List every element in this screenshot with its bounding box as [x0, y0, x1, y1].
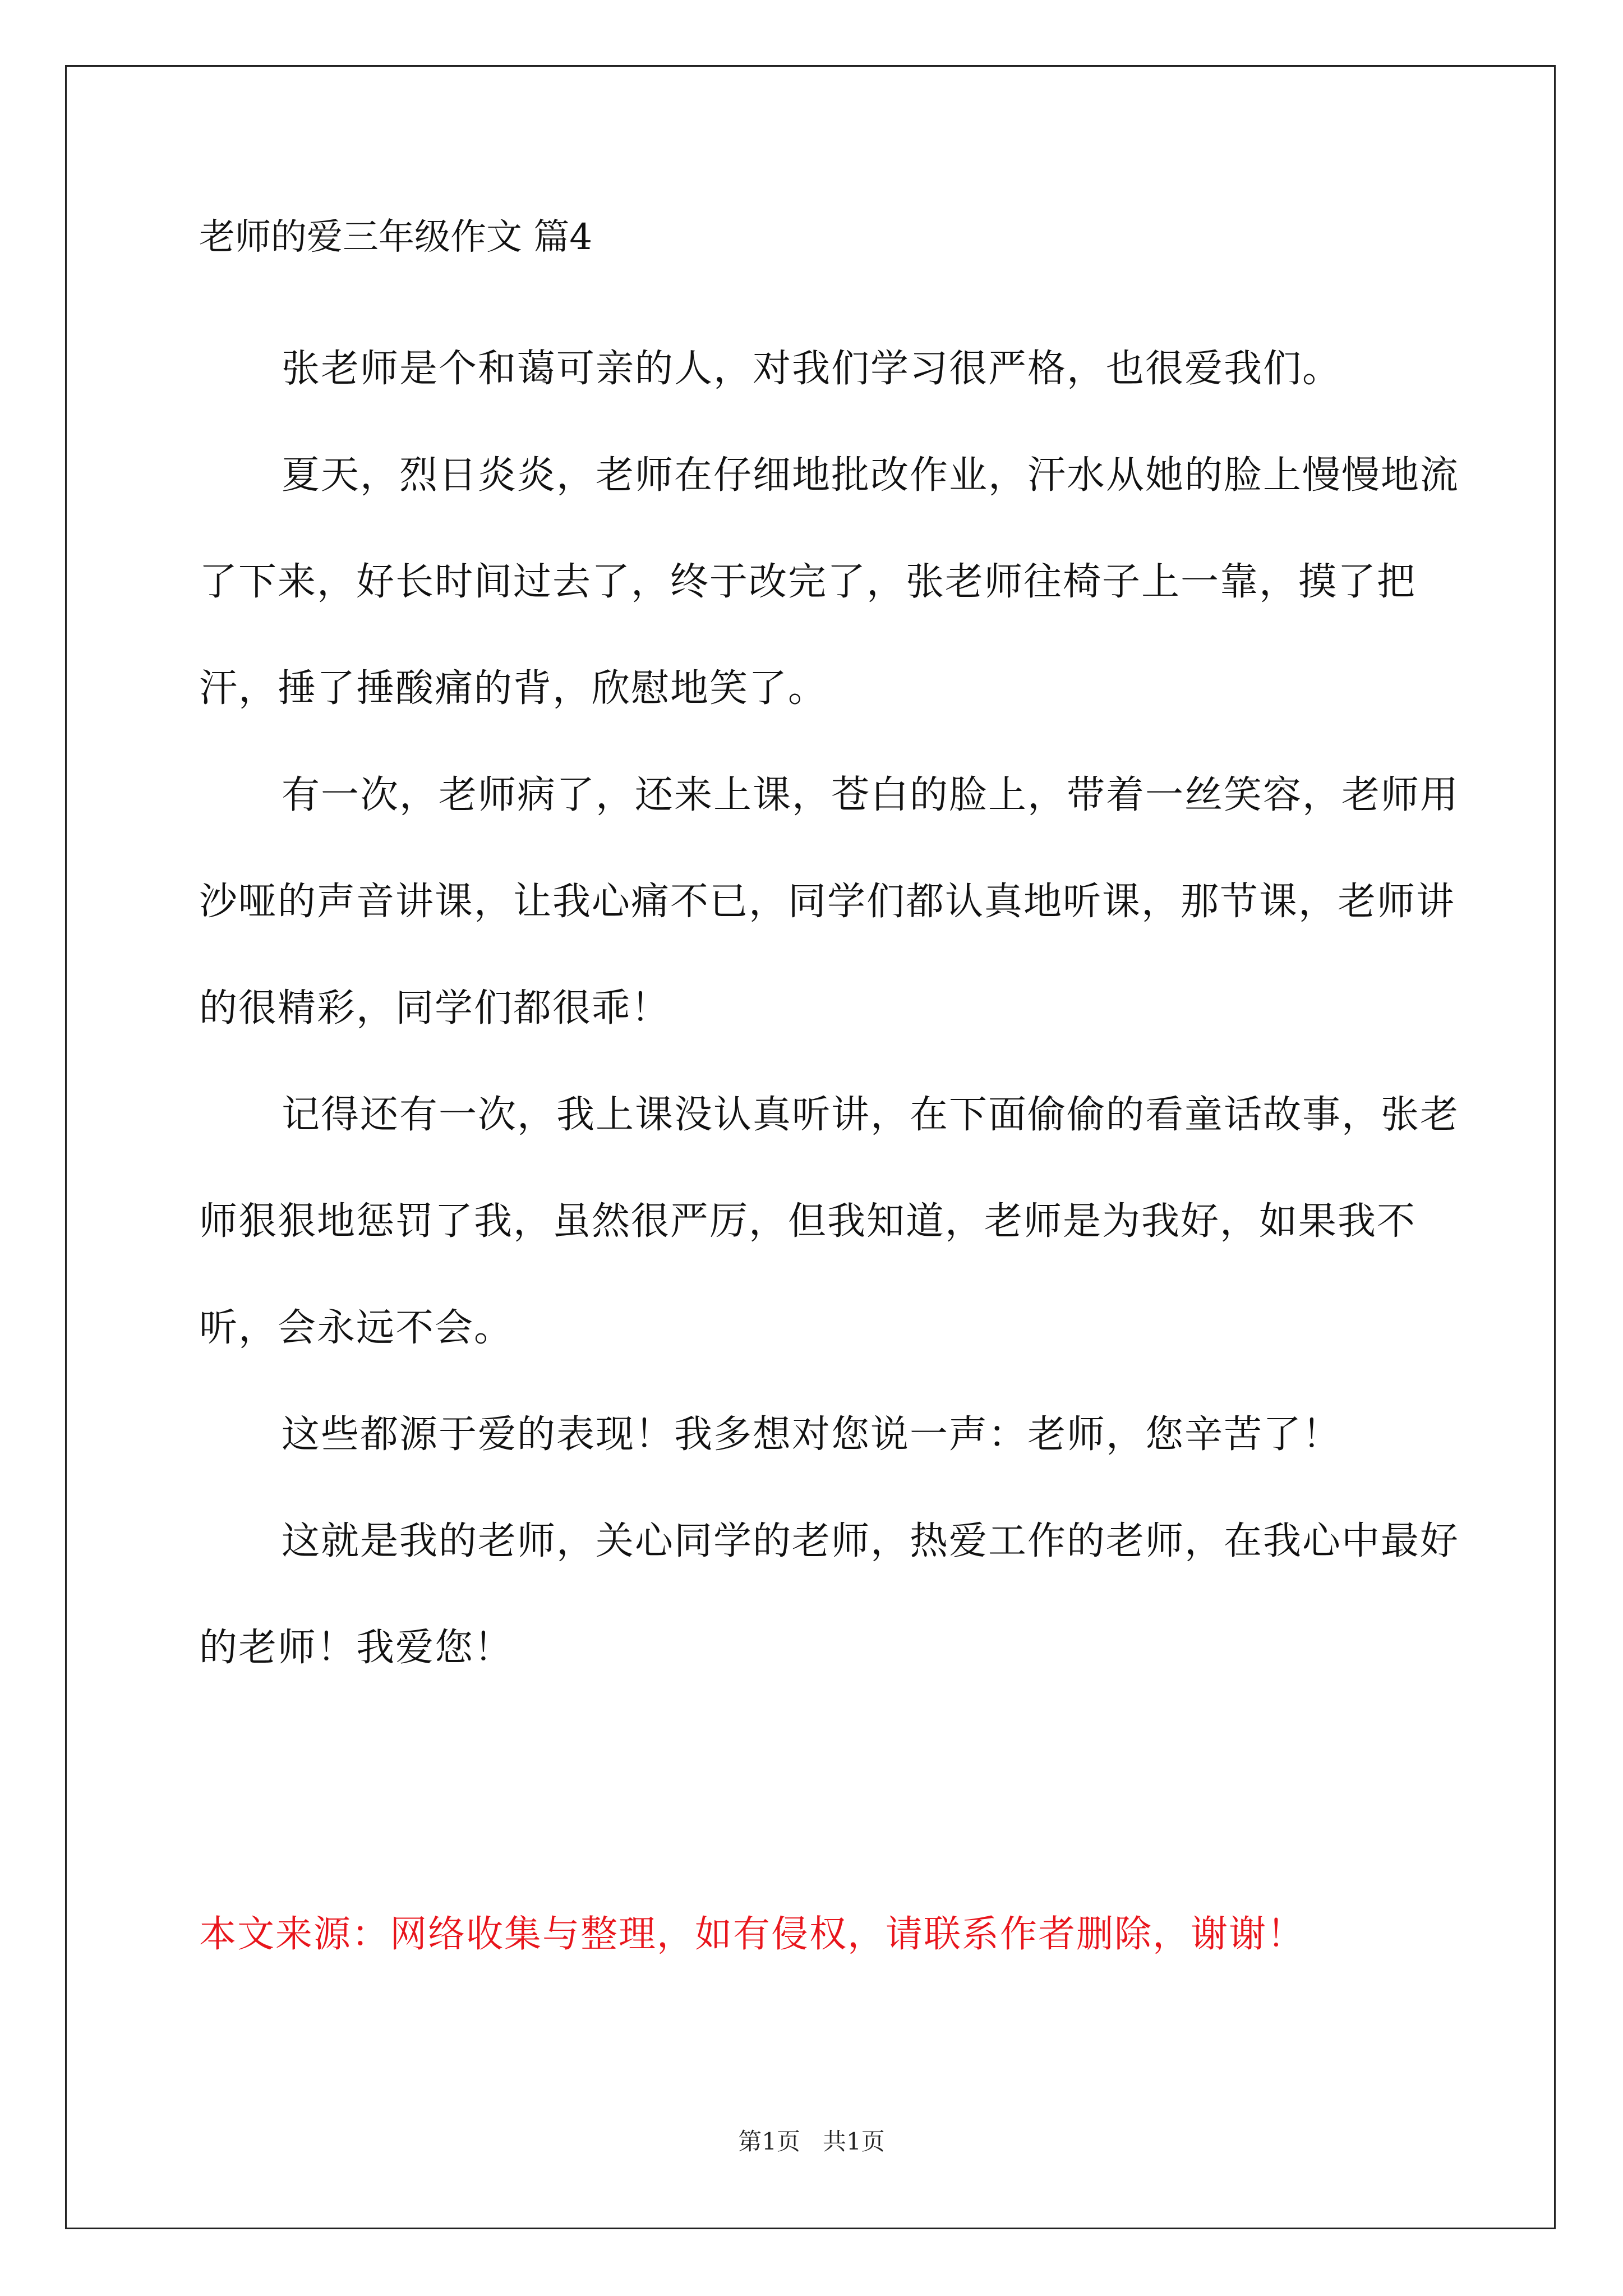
document-body	[199, 210, 1467, 1701]
page-number-total: 共1页	[823, 2128, 885, 2155]
page-footer	[0, 2125, 1623, 2159]
document-title: 老师的爱三年级作文 篇4	[199, 217, 593, 258]
paragraph-6: 这就是我的老师，关心同学的老师，热爱工作的老师，在我心中最好的老师！我爱您！	[199, 1519, 1460, 1670]
page-number-current: 第1页	[738, 2128, 800, 2155]
paragraph-5: 这些都源于爱的表现！我多想对您说一声：老师，您辛苦了！	[282, 1412, 1342, 1457]
paragraph-3: 有一次，老师病了，还来上课，苍白的脸上，带着一丝笑容，老师用沙哑的声音讲课，让我心痛不已，同学们都认真地听课，那节课，老师讲的很精彩，同学们都很乖！	[199, 773, 1460, 1030]
source-disclaimer: 本文来源：网络收集与整理，如有侵权，请联系作者删除，谢谢！	[199, 1912, 1305, 1955]
paragraph-4: 记得还有一次，我上课没认真听讲，在下面偷偷的看童话故事，张老师狠狠地惩罚了我，虽然很严厉，但我知道，老师是为我好，如果我不听，会永远不会。	[199, 1093, 1460, 1350]
paragraph-1: 张老师是个和蔼可亲的人，对我们学习很严格，也很爱我们。	[282, 347, 1342, 391]
paragraph-2: 夏天，烈日炎炎，老师在仔细地批改作业，汗水从她的脸上慢慢地流了下来，好长时间过去了，终于改完了，张老师往椅子上一靠，摸了把汗，捶了捶酸痛的背，欣慰地笑了。	[199, 453, 1460, 711]
